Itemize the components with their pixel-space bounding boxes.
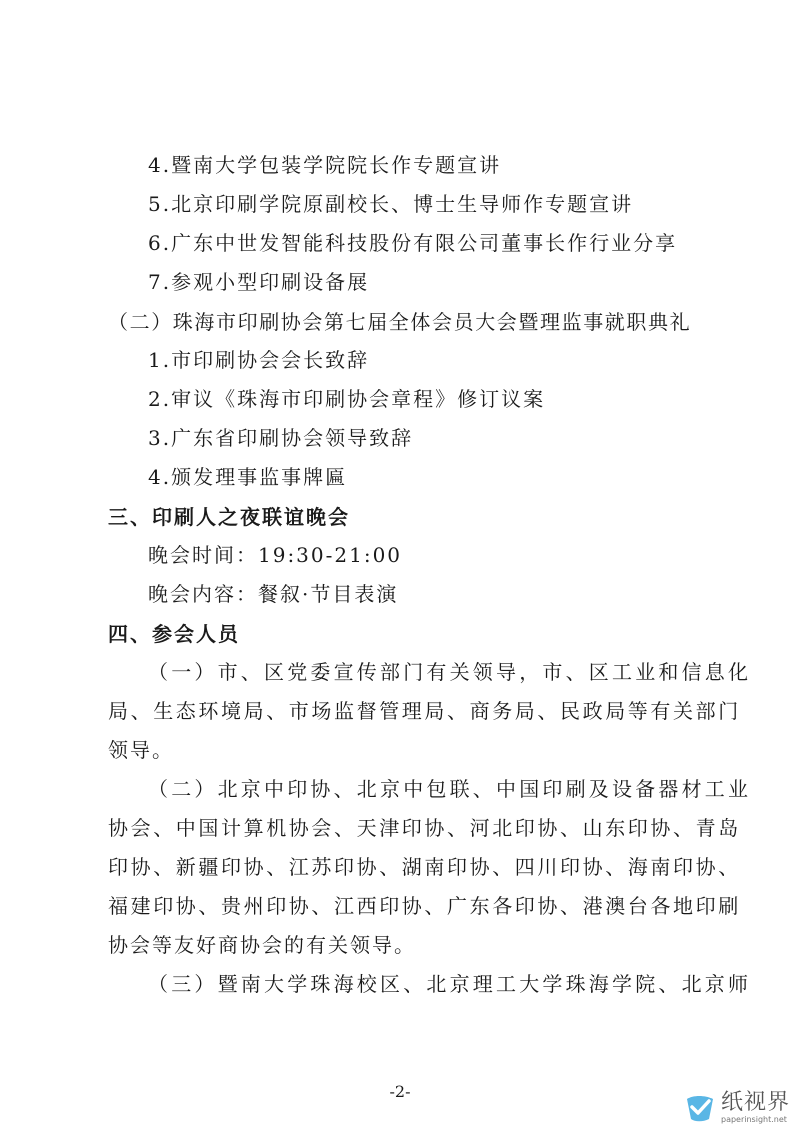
evening-content: 晚会内容：餐叙·节目表演 bbox=[148, 582, 399, 606]
agenda-item: 4.暨南大学包装学院院长作专题宣讲 bbox=[148, 153, 502, 177]
paragraph-line: （一）市、区党委宣传部门有关领导，市、区工业和信息化 bbox=[148, 660, 752, 684]
agenda-item: 5.北京印刷学院原副校长、博士生导师作专题宣讲 bbox=[148, 192, 634, 216]
page-number: -2- bbox=[389, 1082, 411, 1101]
paragraph-line: （三）暨南大学珠海校区、北京理工大学珠海学院、北京师 bbox=[148, 972, 752, 996]
agenda-item: 4.颁发理事监事牌匾 bbox=[148, 465, 348, 489]
paragraph-line: 福建印协、贵州印协、江西印协、广东各印协、港澳台各地印刷 bbox=[108, 894, 741, 918]
paragraph-line: 协会、中国计算机协会、天津印协、河北印协、山东印协、青岛 bbox=[108, 816, 741, 840]
section-title: （二）珠海市印刷协会第七届全体会员大会暨理监事就职典礼 bbox=[108, 310, 692, 334]
agenda-item: 1.市印刷协会会长致辞 bbox=[148, 348, 370, 372]
paperinsight-logo-icon bbox=[683, 1091, 717, 1125]
paragraph-line: 领导。 bbox=[108, 738, 174, 762]
paragraph-line: （二）北京中印协、北京中包联、中国印刷及设备器材工业 bbox=[148, 777, 752, 801]
watermark-url: paperinsight.net bbox=[720, 1115, 787, 1124]
section-heading: 四、参会人员 bbox=[108, 622, 240, 646]
watermark-brand: 纸视界 bbox=[720, 1090, 790, 1115]
paragraph-line: 协会等友好商协会的有关领导。 bbox=[108, 933, 416, 957]
paragraph-line: 印协、新疆印协、江苏印协、湖南印协、四川印协、海南印协、 bbox=[108, 855, 741, 879]
agenda-item: 7.参观小型印刷设备展 bbox=[148, 270, 370, 294]
agenda-item: 2.审议《珠海市印刷协会章程》修订议案 bbox=[148, 387, 546, 411]
agenda-item: 3.广东省印刷协会领导致辞 bbox=[148, 426, 414, 450]
agenda-item: 6.广东中世发智能科技股份有限公司董事长作行业分享 bbox=[148, 231, 678, 255]
section-heading: 三、印刷人之夜联谊晚会 bbox=[108, 505, 350, 529]
watermark bbox=[683, 1091, 790, 1125]
evening-time: 晚会时间：19:30-21:00 bbox=[148, 543, 403, 567]
paragraph-line: 局、生态环境局、市场监督管理局、商务局、民政局等有关部门 bbox=[108, 699, 741, 723]
